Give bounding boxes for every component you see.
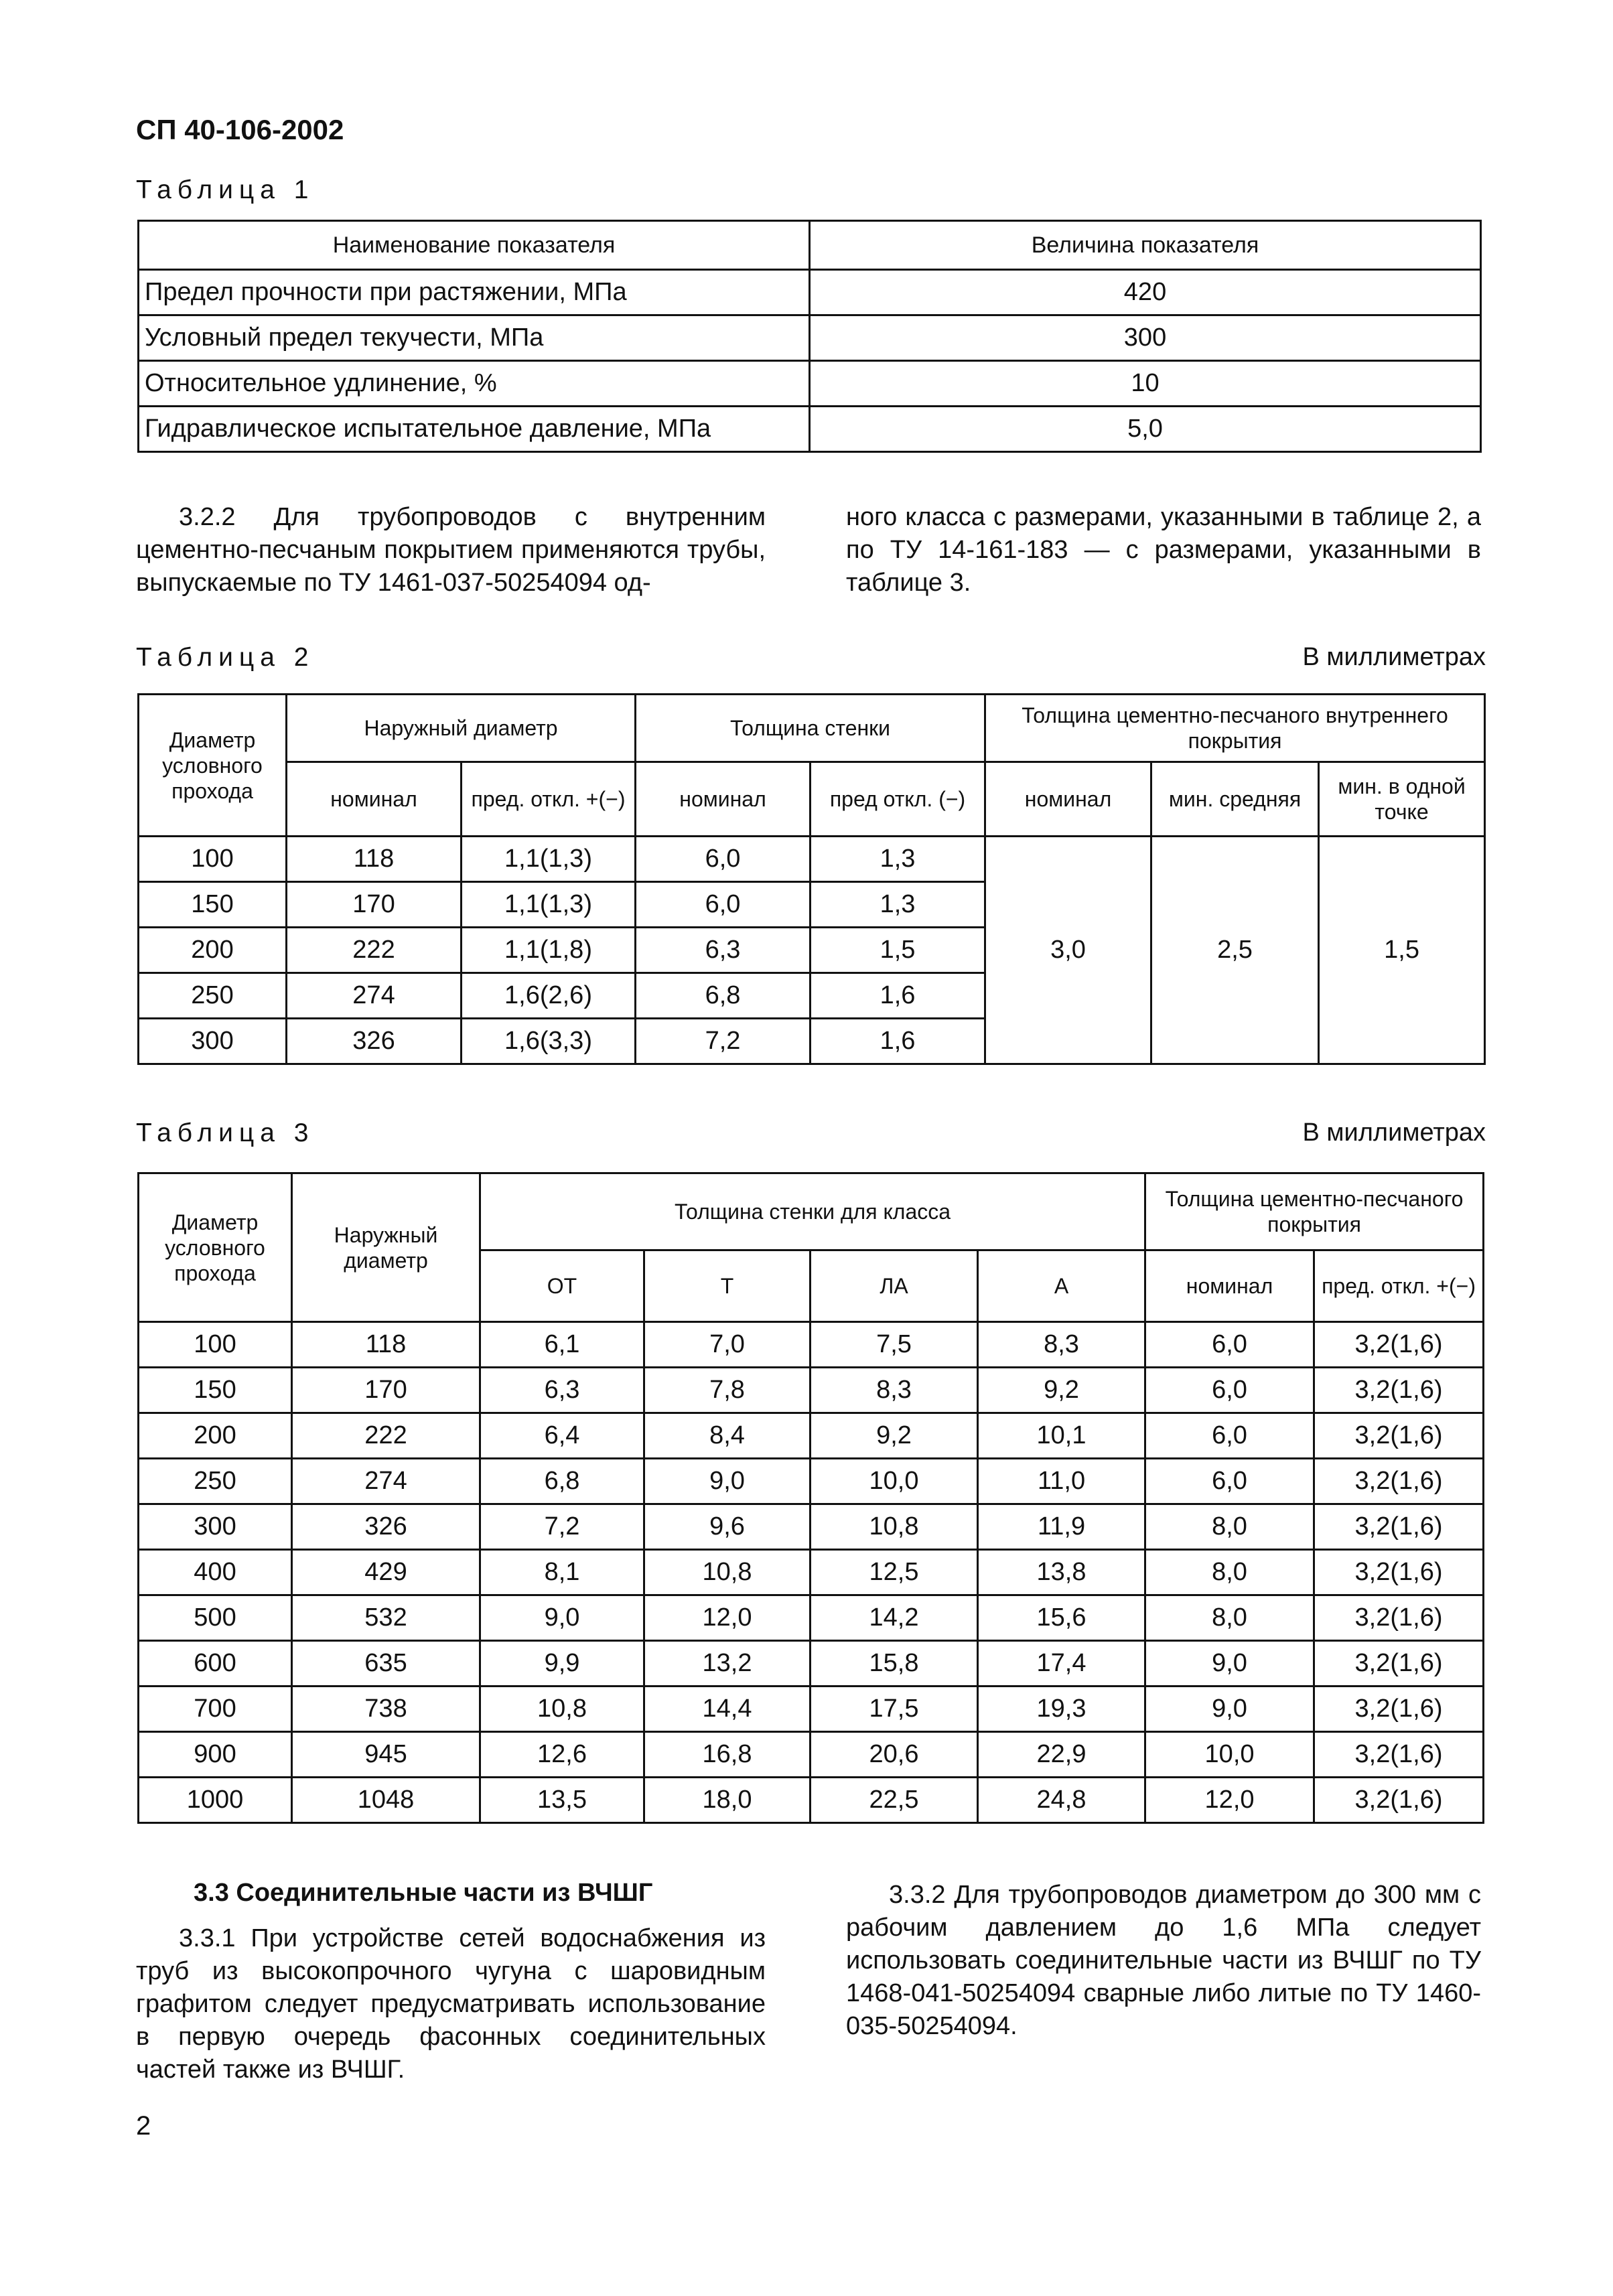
- table3-caption: Таблица 3: [136, 1119, 315, 1147]
- page-number: 2: [136, 2111, 151, 2141]
- table3-cell-coat-deviation: 3,2(1,6): [1314, 1413, 1484, 1459]
- table2-cell-outer-nominal: 222: [287, 928, 462, 973]
- table3-header-class-a: А: [978, 1250, 1145, 1322]
- table3-header-outer: Наружный диаметр: [292, 1173, 480, 1322]
- table2-cell-wall-nominal: 7,2: [636, 1019, 811, 1064]
- table3-header-row-1: [139, 1173, 1484, 1250]
- table2-cell-wall-nominal: 6,0: [636, 837, 811, 882]
- table3-cell-class-t: 7,0: [644, 1322, 811, 1368]
- table-row: [139, 1641, 1484, 1687]
- table3-cell-class-t: 16,8: [644, 1732, 811, 1778]
- table3-cell-class-a: 10,1: [978, 1413, 1145, 1459]
- table3-cell-class-a: 15,6: [978, 1595, 1145, 1641]
- table3-cell-coat-deviation: 3,2(1,6): [1314, 1732, 1484, 1778]
- table3-cell-outer: 170: [292, 1368, 480, 1413]
- table3-cell-class-ot: 6,8: [480, 1459, 644, 1504]
- table3-header-coat-deviation: пред. откл. +(−): [1314, 1250, 1484, 1322]
- table2-header-outer-nominal: номинал: [287, 762, 462, 837]
- table3-cell-class-la: 7,5: [811, 1322, 978, 1368]
- table-row: [139, 361, 1481, 407]
- table3-cell-outer: 945: [292, 1732, 480, 1778]
- table3-cell-class-la: 12,5: [811, 1550, 978, 1595]
- table3-cell-coat-nominal: 6,0: [1145, 1413, 1314, 1459]
- table3-cell-class-a: 9,2: [978, 1368, 1145, 1413]
- table3-units: В миллиметрах: [1302, 1119, 1486, 1147]
- table-row: [139, 837, 1485, 882]
- table1-caption: Таблица 1: [136, 175, 315, 204]
- table3-header-class-la: ЛА: [811, 1250, 978, 1322]
- table3-cell-outer: 429: [292, 1550, 480, 1595]
- document-code: СП 40-106-2002: [136, 114, 344, 145]
- table2-cell-wall-nominal: 6,3: [636, 928, 811, 973]
- table1-header-value: Величина показателя: [810, 221, 1481, 270]
- table3-cell-coat-deviation: 3,2(1,6): [1314, 1641, 1484, 1687]
- table3-cell-class-la: 8,3: [811, 1368, 978, 1413]
- table3-cell-outer: 222: [292, 1413, 480, 1459]
- table3-cell-coat-deviation: 3,2(1,6): [1314, 1368, 1484, 1413]
- table2-cell-wall-deviation: 1,6: [811, 1019, 985, 1064]
- table3-cell-class-ot: 6,3: [480, 1368, 644, 1413]
- table3-cell-class-t: 8,4: [644, 1413, 811, 1459]
- table-row: [139, 1322, 1484, 1368]
- table3-cell-coat-deviation: 3,2(1,6): [1314, 1459, 1484, 1504]
- table2-header-coat: Толщина цементно-песчаного внутреннего покрытия: [985, 695, 1485, 762]
- table-row: [139, 1732, 1484, 1778]
- table3-cell-coat-deviation: 3,2(1,6): [1314, 1322, 1484, 1368]
- table3-cell-coat-deviation: 3,2(1,6): [1314, 1595, 1484, 1641]
- table1-cell-value: 10: [810, 361, 1481, 407]
- table3-header-wall: Толщина стенки для класса: [480, 1173, 1145, 1250]
- table3-cell-coat-nominal: 9,0: [1145, 1687, 1314, 1732]
- table3-cell-class-a: 11,0: [978, 1459, 1145, 1504]
- table3-cell-coat-nominal: 12,0: [1145, 1778, 1314, 1823]
- table2-header-outer: Наружный диаметр: [287, 695, 636, 762]
- table3-cell-class-la: 20,6: [811, 1732, 978, 1778]
- table3-cell-class-la: 22,5: [811, 1778, 978, 1823]
- table3: [137, 1172, 1484, 1824]
- table3-header-coat: Толщина цементно-песчаного покрытия: [1145, 1173, 1484, 1250]
- table3-cell-class-t: 14,4: [644, 1687, 811, 1732]
- table1-cell-value: 300: [810, 315, 1481, 361]
- table3-cell-coat-nominal: 8,0: [1145, 1595, 1314, 1641]
- para-3-3-2: 3.3.2 Для трубопроводов диаметром до 300 мм с рабочим давлением до 1,6 МПа следует использовать соединительные части из ВЧШГ по ТУ 1468-041-50254094 сварные либо литые по ТУ 1460-035-50254094.: [846, 1881, 1481, 2040]
- table3-cell-coat-deviation: 3,2(1,6): [1314, 1504, 1484, 1550]
- table2-cell-wall-deviation: 1,5: [811, 928, 985, 973]
- table2-header-dn: Диаметр условного прохода: [139, 695, 287, 837]
- table3-cell-class-ot: 7,2: [480, 1504, 644, 1550]
- table3-cell-outer: 326: [292, 1504, 480, 1550]
- table3-cell-class-t: 9,6: [644, 1504, 811, 1550]
- table3-cell-dn: 100: [139, 1322, 292, 1368]
- table-row: [139, 1368, 1484, 1413]
- table3-cell-class-ot: 10,8: [480, 1687, 644, 1732]
- table2-cell-coat-min-point: 1,5: [1319, 837, 1485, 1064]
- table1: [137, 220, 1482, 453]
- table2-units: В миллиметрах: [1302, 643, 1486, 671]
- table2-cell-outer-nominal: 118: [287, 837, 462, 882]
- table2-cell-coat-min-avg: 2,5: [1151, 837, 1319, 1064]
- section-3-3-title: 3.3 Соединительные части из ВЧШГ: [194, 1879, 653, 1907]
- table2-header-outer-deviation: пред. откл. +(−): [462, 762, 636, 837]
- table3-cell-class-ot: 9,0: [480, 1595, 644, 1641]
- table3-cell-class-a: 24,8: [978, 1778, 1145, 1823]
- table2-caption: Таблица 2: [136, 643, 315, 672]
- table2-cell-outer-deviation: 1,1(1,8): [462, 928, 636, 973]
- table3-cell-class-ot: 6,4: [480, 1413, 644, 1459]
- table3-cell-outer: 635: [292, 1641, 480, 1687]
- table2-header-wall-nominal: номинал: [636, 762, 811, 837]
- table3-cell-dn: 900: [139, 1732, 292, 1778]
- table3-cell-outer: 118: [292, 1322, 480, 1368]
- table3-cell-dn: 400: [139, 1550, 292, 1595]
- table-row: [139, 1504, 1484, 1550]
- table-row: [139, 1595, 1484, 1641]
- table1-cell-name: Условный предел текучести, МПа: [139, 315, 810, 361]
- table3-cell-coat-nominal: 8,0: [1145, 1504, 1314, 1550]
- table3-cell-dn: 150: [139, 1368, 292, 1413]
- table2-header-coat-min-point: мин. в одной точке: [1319, 762, 1485, 837]
- table3-cell-coat-nominal: 9,0: [1145, 1641, 1314, 1687]
- table3-cell-class-ot: 9,9: [480, 1641, 644, 1687]
- table3-cell-dn: 600: [139, 1641, 292, 1687]
- table3-cell-class-ot: 13,5: [480, 1778, 644, 1823]
- table2-header-row-2: [139, 762, 1485, 837]
- table2-cell-dn: 100: [139, 837, 287, 882]
- table3-cell-class-ot: 8,1: [480, 1550, 644, 1595]
- table3-cell-class-la: 9,2: [811, 1413, 978, 1459]
- table3-cell-class-t: 12,0: [644, 1595, 811, 1641]
- table3-cell-dn: 300: [139, 1504, 292, 1550]
- table3-cell-coat-nominal: 8,0: [1145, 1550, 1314, 1595]
- table2-header-wall-deviation: пред откл. (−): [811, 762, 985, 837]
- table3-cell-coat-nominal: 6,0: [1145, 1368, 1314, 1413]
- table1-cell-value: 420: [810, 270, 1481, 315]
- table2-cell-wall-deviation: 1,3: [811, 882, 985, 928]
- table1-cell-value: 5,0: [810, 407, 1481, 452]
- table2-cell-outer-deviation: 1,6(2,6): [462, 973, 636, 1019]
- table3-cell-class-a: 17,4: [978, 1641, 1145, 1687]
- table3-cell-coat-nominal: 6,0: [1145, 1322, 1314, 1368]
- table3-cell-class-a: 11,9: [978, 1504, 1145, 1550]
- table2-cell-outer-deviation: 1,6(3,3): [462, 1019, 636, 1064]
- table3-cell-class-t: 10,8: [644, 1550, 811, 1595]
- table3-cell-class-t: 13,2: [644, 1641, 811, 1687]
- table3-cell-class-la: 10,8: [811, 1504, 978, 1550]
- table-row: [139, 270, 1481, 315]
- table3-header-dn: Диаметр условного прохода: [139, 1173, 292, 1322]
- table3-cell-class-a: 19,3: [978, 1687, 1145, 1732]
- table3-header-class-ot: ОТ: [480, 1250, 644, 1322]
- table3-cell-coat-deviation: 3,2(1,6): [1314, 1687, 1484, 1732]
- table3-cell-class-la: 17,5: [811, 1687, 978, 1732]
- table2: [137, 693, 1486, 1065]
- table2-cell-wall-nominal: 6,8: [636, 973, 811, 1019]
- table3-cell-class-ot: 6,1: [480, 1322, 644, 1368]
- table2-cell-wall-deviation: 1,3: [811, 837, 985, 882]
- table-row: [139, 1413, 1484, 1459]
- table-row: [139, 407, 1481, 452]
- table3-cell-dn: 200: [139, 1413, 292, 1459]
- table3-cell-coat-nominal: 10,0: [1145, 1732, 1314, 1778]
- table3-cell-class-a: 13,8: [978, 1550, 1145, 1595]
- table3-cell-outer: 1048: [292, 1778, 480, 1823]
- table3-cell-dn: 700: [139, 1687, 292, 1732]
- table2-header-coat-nominal: номинал: [985, 762, 1151, 837]
- table3-cell-coat-nominal: 6,0: [1145, 1459, 1314, 1504]
- table3-cell-dn: 500: [139, 1595, 292, 1641]
- table2-cell-dn: 200: [139, 928, 287, 973]
- table2-cell-dn: 300: [139, 1019, 287, 1064]
- para-3-3-1: 3.3.1 При устройстве сетей водоснабжения из труб из высокопрочного чугуна с шаровидным графитом следует предусматривать использование в первую очередь фасонных соединительных частей также из ВЧШГ.: [136, 1924, 766, 2084]
- table-row: [139, 1550, 1484, 1595]
- table3-header-class-t: Т: [644, 1250, 811, 1322]
- table-row: [139, 1778, 1484, 1823]
- table3-header-coat-nominal: номинал: [1145, 1250, 1314, 1322]
- table1-cell-name: Предел прочности при растяжении, МПа: [139, 270, 810, 315]
- table3-cell-class-la: 10,0: [811, 1459, 978, 1504]
- table3-cell-class-la: 14,2: [811, 1595, 978, 1641]
- table3-cell-class-a: 22,9: [978, 1732, 1145, 1778]
- table3-cell-coat-deviation: 3,2(1,6): [1314, 1778, 1484, 1823]
- para-3-2-2-left: 3.2.2 Для трубопроводов с внутренним цементно-песчаным покрытием применяются трубы, выпускаемые по ТУ 1461-037-50254094 од-: [136, 503, 766, 597]
- table2-cell-outer-nominal: 326: [287, 1019, 462, 1064]
- table2-header-coat-min-avg: мин. средняя: [1151, 762, 1319, 837]
- table2-cell-wall-deviation: 1,6: [811, 973, 985, 1019]
- table2-header-wall: Толщина стенки: [636, 695, 985, 762]
- table3-cell-class-t: 18,0: [644, 1778, 811, 1823]
- table3-cell-class-ot: 12,6: [480, 1732, 644, 1778]
- table-row: [139, 1459, 1484, 1504]
- table-row: [139, 315, 1481, 361]
- table2-cell-dn: 150: [139, 882, 287, 928]
- table2-cell-outer-deviation: 1,1(1,3): [462, 882, 636, 928]
- table3-cell-outer: 532: [292, 1595, 480, 1641]
- table3-cell-dn: 1000: [139, 1778, 292, 1823]
- table2-header-row-1: [139, 695, 1485, 762]
- table3-cell-outer: 274: [292, 1459, 480, 1504]
- table1-cell-name: Относительное удлинение, %: [139, 361, 810, 407]
- table3-cell-coat-deviation: 3,2(1,6): [1314, 1550, 1484, 1595]
- table1-cell-name: Гидравлическое испытательное давление, МПа: [139, 407, 810, 452]
- table2-cell-wall-nominal: 6,0: [636, 882, 811, 928]
- table3-cell-class-la: 15,8: [811, 1641, 978, 1687]
- para-3-2-2-right: ного класса с размерами, указанными в таблице 2, а по ТУ 14-161-183 — с размерами, указанными в таблице 3.: [846, 503, 1481, 597]
- table1-header-row: [139, 221, 1481, 270]
- table2-cell-outer-deviation: 1,1(1,3): [462, 837, 636, 882]
- table3-cell-class-a: 8,3: [978, 1322, 1145, 1368]
- table3-cell-class-t: 7,8: [644, 1368, 811, 1413]
- table-row: [139, 1687, 1484, 1732]
- table2-cell-dn: 250: [139, 973, 287, 1019]
- table1-header-name: Наименование показателя: [139, 221, 810, 270]
- table3-cell-dn: 250: [139, 1459, 292, 1504]
- table3-cell-class-t: 9,0: [644, 1459, 811, 1504]
- table2-cell-coat-nominal: 3,0: [985, 837, 1151, 1064]
- table3-cell-outer: 738: [292, 1687, 480, 1732]
- table2-cell-outer-nominal: 170: [287, 882, 462, 928]
- table2-cell-outer-nominal: 274: [287, 973, 462, 1019]
